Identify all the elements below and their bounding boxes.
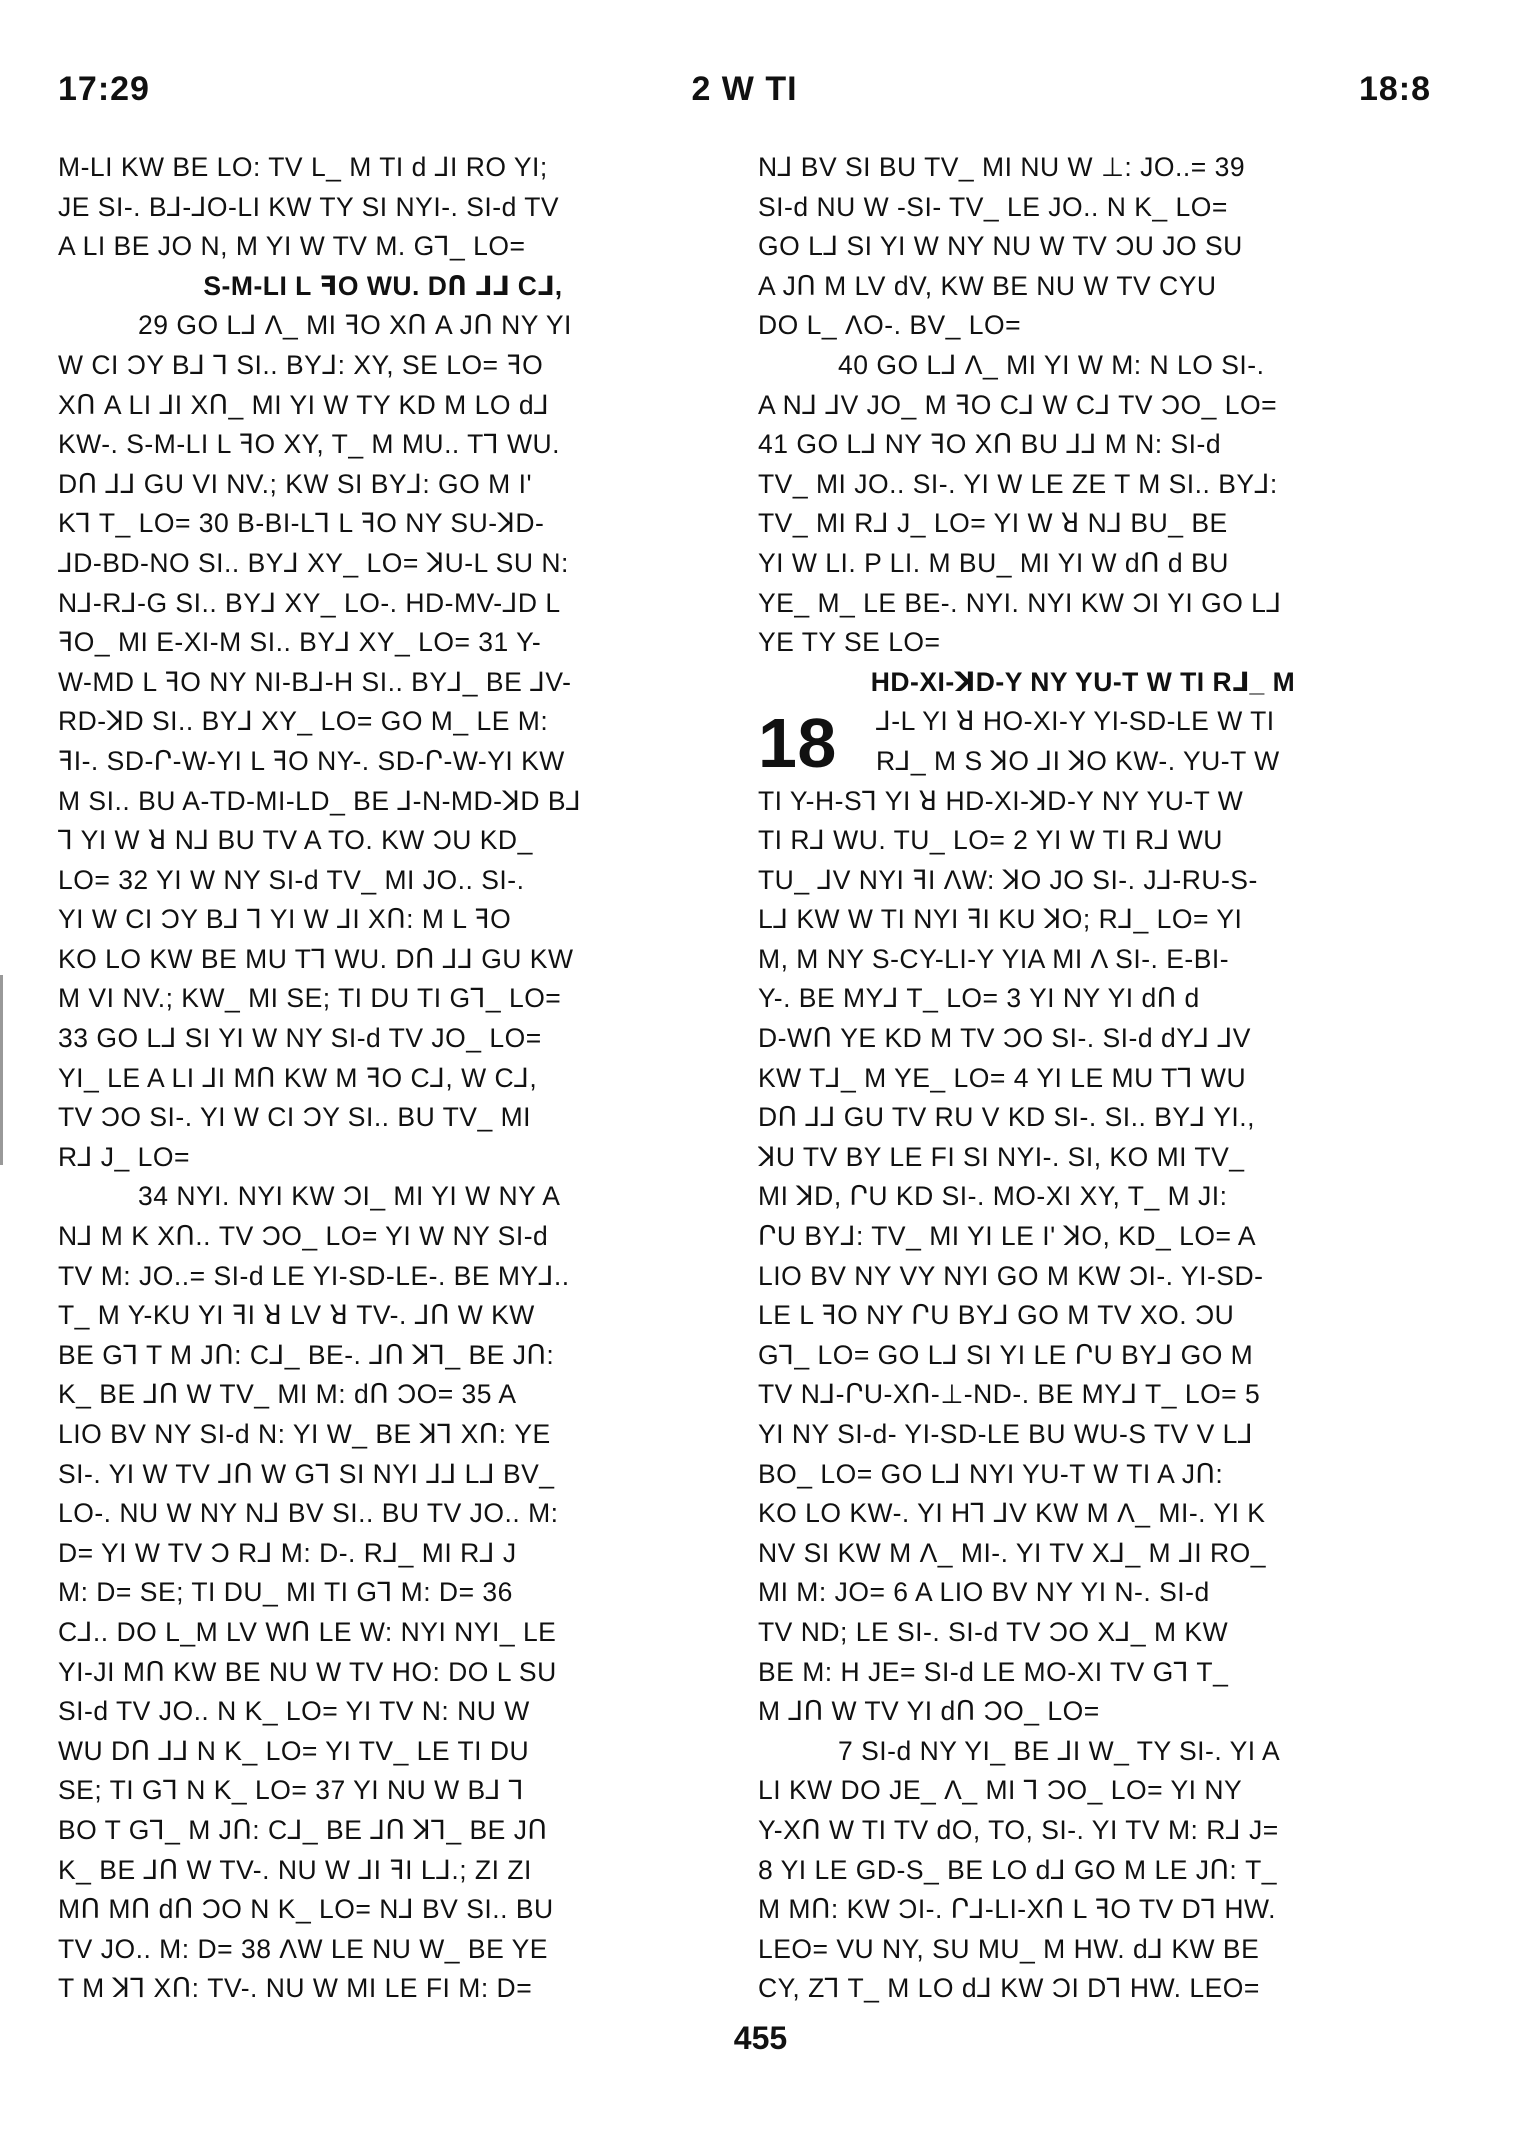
text-line: T M ꓘ⅂ XՈ: TV-. NU W MI LE FI M: D= xyxy=(58,1973,533,2004)
chapter-opening-line: ⅃-L YI ꓤ HO-XI-Y YI-SD-LE W TI xyxy=(876,706,1275,737)
text-line: KW T⅃_ M YE_ LO= 4 YI LE MU T⅂ WU xyxy=(758,1062,1247,1093)
text-line: BE G⅂ T M JՈ: C⅃_ BE-. ⅃Ո ꓘ⅂_ BE JՈ: xyxy=(58,1339,555,1370)
text-line: K_ BE ⅃Ո W TV-. NU W ⅃I ꟻI L⅃.; ZI ZI xyxy=(58,1854,532,1885)
text-line: G⅂_ LO= GO L⅃ SI YI LE ՐU BY⅃ GO M xyxy=(758,1339,1254,1370)
text-line: LIO BV NY SI-d N: YI W_ BE ꓘ⅂ XՈ: YE xyxy=(58,1419,551,1449)
text-line: KO LO KW-. YI H⅂ ⅃V KW M Λ_ MI-. YI K xyxy=(758,1498,1266,1529)
header-book-title: 2 W TI xyxy=(691,70,798,108)
text-line: TV JO.. M: D= 38 ΛW LE NU W_ BE YE xyxy=(58,1933,548,1964)
text-line: K⅂ T_ LO= 30 B-BI-L⅂ L ꟻO NY SU-ꓘD- xyxy=(58,508,545,539)
text-line: M-LI KW BE LO: TV L_ M TI d ⅃I RO YI; xyxy=(58,152,548,182)
scan-edge-mark xyxy=(0,975,3,1165)
text-line: N⅃ BV SI BU TV_ MI NU W ⊥: JO..= 39 xyxy=(758,152,1246,182)
text-line: LO= 32 YI W NY SI-d TV_ MI JO.. SI-. xyxy=(58,864,525,895)
text-line: SI-d NU W -SI- TV_ LE JO.. N K_ LO= xyxy=(758,191,1228,222)
text-line: SI-. YI W TV ⅃Ո W G⅂ SI NYI ⅃⅃ L⅃ BV_ xyxy=(58,1458,555,1489)
chapter-number: 18 xyxy=(758,704,837,782)
paragraph-start-line: 29 GO L⅃ Λ_ MI ꟻO XՈ A JՈ NY YI xyxy=(138,310,572,341)
text-line: YE TY SE LO= xyxy=(758,627,941,658)
text-line: ꟻI-. SD-Ր-W-YI L ꟻO NY-. SD-Ր-W-YI KW xyxy=(58,745,565,776)
text-line: Y-. BE MY⅃ T_ LO= 3 YI NY YI dՈ d xyxy=(758,983,1200,1014)
text-line: D= YI W TV Ɔ R⅃ M: D-. R⅃_ MI R⅃ J xyxy=(58,1537,517,1568)
page-number: 455 xyxy=(733,2020,788,2056)
text-line: TI Y-H-S⅂ YI ꓤ HD-XI-ꓘD-Y NY YU-T W xyxy=(758,785,1244,816)
text-line: YI W LI. P LI. M BU_ MI YI W dՈ d BU xyxy=(758,547,1229,578)
text-line: GO L⅃ SI YI W NY NU W TV ƆU JO SU xyxy=(758,231,1243,262)
text-line: D-WՈ YE KD M TV ƆO SI-. SI-d dY⅃ ⅃V xyxy=(758,1023,1251,1054)
text-line: YI NY SI-d- YI-SD-LE BU WU-S TV V L⅃ xyxy=(758,1419,1254,1449)
text-line: DO L_ ΛO-. BV_ LO= xyxy=(758,310,1022,341)
text-line: TI R⅃ WU. TU_ LO= 2 YI W TI R⅃ WU xyxy=(758,825,1223,856)
header-chapter-end: 18:8 xyxy=(1358,70,1431,108)
text-line: R⅃ J_ LO= xyxy=(58,1141,190,1172)
text-line: 33 GO L⅃ SI YI W NY SI-d TV JO_ LO= xyxy=(58,1023,542,1054)
text-line: LEO= VU NY, SU MU_ M HW. d⅃ KW BE xyxy=(758,1933,1260,1964)
text-line: N⅃-R⅃-G SI.. BY⅃ XY_ LO-. HD-MV-⅃D L xyxy=(58,587,561,618)
text-line: M MՈ: KW ƆI-. Ր⅃-LI-XՈ L ꟻO TV D⅂ HW. xyxy=(758,1894,1276,1925)
text-line: BO_ LO= GO L⅃ NYI YU-T W TI A JՈ: xyxy=(758,1458,1224,1489)
text-line: XՈ A LI ⅃I XՈ_ MI YI W TY KD M LO d⅃ xyxy=(58,389,550,420)
right-text-column xyxy=(758,148,1408,2009)
text-line: TV_ MI R⅃ J_ LO= YI W ꓤ N⅃ BU_ BE xyxy=(758,508,1228,539)
text-line: ՐU BY⅃: TV_ MI YI LE Iʹ ꓘO, KD_ LO= A xyxy=(758,1221,1257,1252)
text-line: YE_ M_ LE BE-. NYI. NYI KW ƆI YI GO L⅃ xyxy=(758,587,1282,618)
text-line: MI M: JO= 6 A LIO BV NY YI N-. SI-d xyxy=(758,1577,1210,1608)
text-line: SI-d TV JO.. N K_ LO= YI TV N: NU W xyxy=(58,1696,530,1727)
section-heading: HD-XI-ꓘD-Y NY YU-T W TI R⅃_ M xyxy=(870,666,1296,697)
text-line: NV SI KW M Λ_ MI-. YI TV X⅃_ M ⅃I RO_ xyxy=(758,1537,1266,1568)
section-heading: S-M-LI L ꟻO WU. DՈ ⅃⅃ C⅃, xyxy=(203,270,563,301)
text-line: YI W CI ƆY B⅃ ⅂ YI W ⅃I XՈ: M L ꟻO xyxy=(58,904,512,935)
text-line: WU DՈ ⅃⅃ N K_ LO= YI TV_ LE TI DU xyxy=(58,1735,530,1766)
text-line: MՈ MՈ dՈ ƆO N K_ LO= N⅃ BV SI.. BU xyxy=(58,1894,554,1925)
text-line: KO LO KW BE MU T⅂ WU. DՈ ⅃⅃ GU KW xyxy=(58,943,574,974)
text-line: ꟻO_ MI E-XI-M SI.. BY⅃ XY_ LO= 31 Y- xyxy=(58,627,542,658)
text-line: W CI ƆY B⅃ ⅂ SI.. BY⅃: XY, SE LO= ꟻO xyxy=(58,349,544,380)
text-line: BE M: H JE= SI-d LE MO-XI TV G⅂ T_ xyxy=(758,1656,1229,1687)
text-line: MI ꓘD, ՐU KD SI-. MO-XI XY, T_ M JI: xyxy=(758,1181,1228,1212)
text-line: LO-. NU W NY N⅃ BV SI.. BU TV JO.. M: xyxy=(58,1498,559,1529)
text-line: TV M: JO..= SI-d LE YI-SD-LE-. BE MY⅃.. xyxy=(58,1260,570,1291)
text-line: TV_ MI JO.. SI-. YI W LE ZE T M SI.. BY⅃: xyxy=(758,468,1278,499)
text-line: ꓘU TV BY LE FI SI NYI-. SI, KO MI TV_ xyxy=(758,1141,1245,1172)
text-line: TV ND; LE SI-. SI-d TV ƆO X⅃_ M KW xyxy=(758,1616,1229,1647)
text-line: SE; TI G⅂ N K_ LO= 37 YI NU W B⅃ ⅂ xyxy=(58,1775,525,1806)
text-line: ⅃D-BD-NO SI.. BY⅃ XY_ LO= ꓘU-L SU N: xyxy=(58,547,569,578)
text-line: RD-ꓘD SI.. BY⅃ XY_ LO= GO M_ LE M: xyxy=(58,706,549,737)
text-line: M SI.. BU A-TD-MI-LD_ BE ⅃-N-MD-ꓘD B⅃ xyxy=(58,785,582,816)
text-line: DՈ ⅃⅃ GU VI NV.; KW SI BY⅃: GO M Iʹ xyxy=(58,468,533,499)
text-line: TV N⅃-ՐU-XՈ-⊥-ND-. BE MY⅃ T_ LO= 5 xyxy=(758,1379,1261,1410)
text-line: M ⅃Ո W TV YI dՈ ƆO_ LO= xyxy=(758,1696,1100,1727)
text-line: 41 GO L⅃ NY ꟻO XՈ BU ⅃⅃ M N: SI-d xyxy=(758,429,1222,460)
paragraph-start-line: 40 GO L⅃ Λ_ MI YI W M: N LO SI-. xyxy=(838,349,1265,380)
text-line: T_ M Y-KU YI ꟻI ꓤ LV ꓤ TV-. ⅃Ո W KW xyxy=(58,1300,535,1331)
text-line: Y-XՈ W TI TV dO, TO, SI-. YI TV M: R⅃ J= xyxy=(758,1814,1279,1845)
text-line: 8 YI LE GD-S_ BE LO d⅃ GO M LE JՈ: T_ xyxy=(758,1854,1278,1885)
text-line: TU_ ⅃V NYI ꟻI ΛW: ꓘO JO SI-. J⅃-RU-S- xyxy=(758,864,1258,895)
text-line: L⅃ KW W TI NYI ꟻI KU ꓘO; R⅃_ LO= YI xyxy=(758,904,1243,935)
text-line: YI_ LE A LI ⅃I MՈ KW M ꟻO C⅃, W C⅃, xyxy=(58,1062,538,1093)
text-line: KW-. S-M-LI L ꟻO XY, T_ M MU.. T⅂ WU. xyxy=(58,429,561,460)
text-line: A N⅃ ⅃V JO_ M ꟻO C⅃ W C⅃ TV ƆO_ LO= xyxy=(758,389,1278,420)
text-line: TV ƆO SI-. YI W CI ƆY SI.. BU TV_ MI xyxy=(58,1102,532,1133)
text-line: LE L ꟻO NY ՐU BY⅃ GO M TV XO. ƆU xyxy=(758,1300,1235,1331)
text-line: M, M NY S-CY-LI-Y YIA MI Λ SI-. E-BI- xyxy=(758,943,1230,974)
header-chapter-start: 17:29 xyxy=(58,70,150,108)
text-line: YI-JI MՈ KW BE NU W TV HO: DO L SU xyxy=(58,1656,557,1687)
text-line: M VI NV.; KW_ MI SE; TI DU TI G⅂_ LO= xyxy=(58,983,562,1014)
text-line: BO T G⅂_ M JՈ: C⅃_ BE ⅃Ո ꓘ⅂_ BE JՈ xyxy=(58,1814,548,1845)
text-line: JE SI-. B⅃-⅃O-LI KW TY SI NYI-. SI-d TV xyxy=(58,191,560,222)
text-line: LI KW DO JE_ Λ_ MI ⅂ ƆO_ LO= YI NY xyxy=(758,1775,1243,1806)
page-header xyxy=(58,70,1431,120)
text-line: DՈ ⅃⅃ GU TV RU V KD SI-. SI.. BY⅃ YI., xyxy=(758,1102,1255,1133)
text-line: M: D= SE; TI DU_ MI TI G⅂ M: D= 36 xyxy=(58,1577,513,1608)
text-line: LIO BV NY VY NYI GO M KW ƆI-. YI-SD- xyxy=(758,1260,1264,1291)
text-line: W-MD L ꟻO NY NI-B⅃-H SI.. BY⅃_ BE ⅃V- xyxy=(58,666,572,697)
text-line: C⅃.. DO L_M LV WՈ LE W: NYI NYI_ LE xyxy=(58,1616,557,1647)
text-line: N⅃ M K XՈ.. TV ƆO_ LO= YI W NY SI-d xyxy=(58,1221,549,1252)
chapter-opening-line: R⅃_ M S ꓘO ⅃I ꓘO KW-. YU-T W xyxy=(876,745,1280,776)
text-line: CY, Z⅂ T_ M LO d⅃ KW ƆI D⅂ HW. LEO= xyxy=(758,1973,1260,2004)
left-text-column xyxy=(58,148,708,2009)
text-line: A LI BE JO N, M YI W TV M. G⅂_ LO= xyxy=(58,231,526,262)
paragraph-start-line: 34 NYI. NYI KW ƆI_ MI YI W NY A xyxy=(138,1181,561,1212)
paragraph-start-line: 7 SI-d NY YI_ BE ⅃I W_ TY SI-. YI A xyxy=(838,1735,1281,1766)
text-line: K_ BE ⅃Ո W TV_ MI M: dՈ ƆO= 35 A xyxy=(58,1379,517,1410)
text-line: A JՈ M LV dV, KW BE NU W TV CYU xyxy=(758,270,1217,301)
text-line: ⅂ YI W ꓤ N⅃ BU TV A TO. KW ƆU KD_ xyxy=(58,825,533,856)
